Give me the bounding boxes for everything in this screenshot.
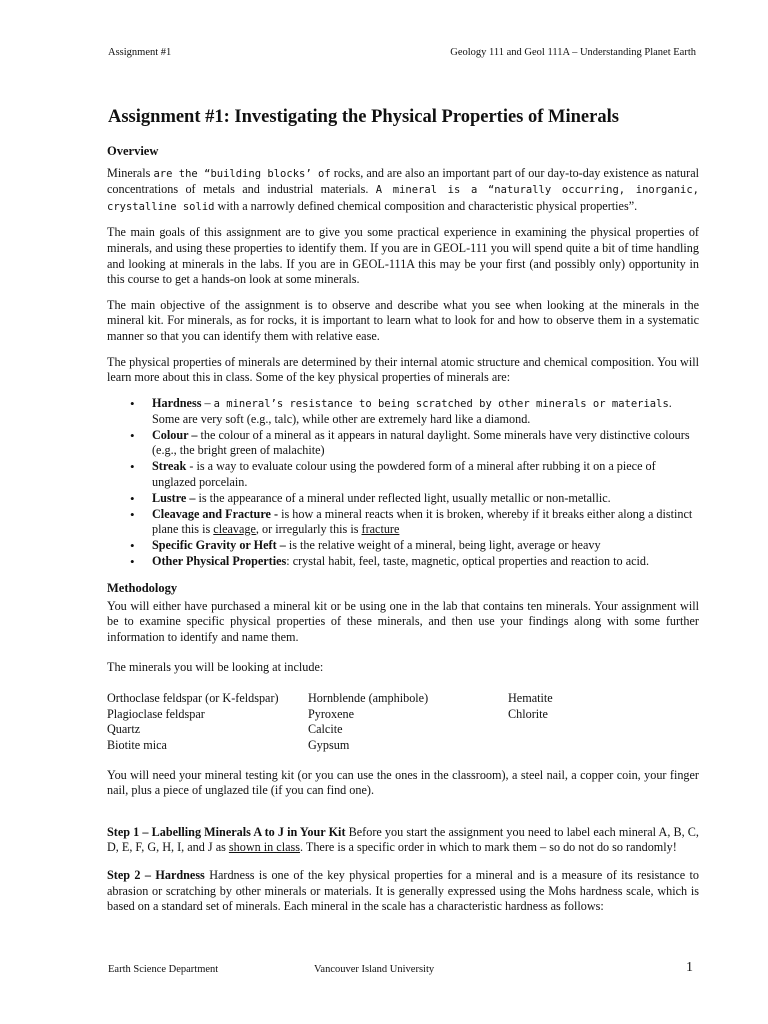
mineral-name: Pyroxene: [308, 706, 355, 721]
running-header-left: Assignment #1: [108, 47, 172, 58]
step-1-heading: Step 1 – Labelling Minerals A to J in Your Kit: [107, 824, 346, 839]
methodology-paragraph-2: The minerals you will be looking at include:: [107, 659, 324, 674]
document-body: [107, 144, 699, 925]
list-item-streak: • Streak - is a way to evaluate colour using the powdered form of a mineral after rubbing it on a piece of unglazed porcelain.: [152, 459, 699, 490]
step-2-heading: Step 2 – Hardness: [107, 867, 205, 882]
running-header-right: Geology 111 and Geol 111A – Understanding Planet Earth: [450, 47, 696, 58]
footer-university: Vancouver Island University: [314, 964, 435, 975]
minerals-list: [107, 691, 699, 753]
document-title: Assignment #1: Investigating the Physical Properties of Minerals: [108, 107, 619, 127]
list-item-other-properties: • Other Physical Properties: crystal habit, feel, taste, magnetic, optical properties and reaction to acid.: [152, 554, 699, 569]
list-item-cleavage: • Cleavage and Fracture - is how a mineral reacts when it is broken, whereby if it breaks either along a distinct plane this is cleavage, or irregularly this is fracture: [152, 507, 699, 538]
mineral-name: Calcite: [308, 722, 343, 737]
overview-paragraph-1: Minerals are the “building blocks’ of rocks, and are also an important part of our day-to-day existence as natural concentrations of metals and industrial materials. A mineral is a “naturally occurring, inorganic, crystalline solid with a narrowly defined chemical composition and characteristic physical properties”.: [107, 165, 699, 213]
step-1-paragraph: Step 1 – Labelling Minerals A to J in Your Kit Before you start the assignment you need to label each mineral A, B, C, D, E, F, G, H, I, and J as shown in class. There is a specific order in which to mark them – so do not do so randomly!: [107, 824, 699, 855]
step-2-paragraph: Step 2 – Hardness Hardness is one of the key physical properties for a mineral and is a measure of its resistance to abrasion or scratching by other minerals or materials. It is generally expressed using the Mohs hardness scale, which is based on a standard set of minerals. Each mineral in the scale has a characteristic hardness as follows:: [107, 867, 699, 914]
mineral-name: Quartz: [107, 722, 141, 737]
minerals-column-2: [308, 691, 508, 753]
list-item-specific-gravity: • Specific Gravity or Heft – is the relative weight of a mineral, being light, average or heavy: [152, 538, 699, 553]
mineral-name: Plagioclase feldspar: [107, 706, 205, 721]
list-item-colour: • Colour – the colour of a mineral as it appears in natural daylight. Some minerals have very distinctive colours (e.g., the bright green of malachite): [152, 428, 699, 459]
footer-department: Earth Science Department: [108, 964, 219, 975]
overview-paragraph-3: The main objective of the assignment is to observe and describe what you see when looking at the minerals in the mineral kit. For minerals, as for rocks, it is important to learn what to look for and how to observe them in a systematic manner so that you can identify them with relative ease.: [107, 297, 699, 343]
mineral-name: Gypsum: [308, 737, 350, 752]
overview-heading: Overview: [107, 144, 159, 158]
mineral-name: Hornblende (amphibole): [308, 691, 429, 706]
physical-properties-list: [107, 396, 699, 569]
methodology-paragraph-1: You will either have purchased a mineral kit or be using one in the lab that contains ten minerals. Your assignment will be to examine specific physical properties of these minerals, and then use your findings along with some further information to identify and name them.: [107, 598, 699, 644]
overview-paragraph-2: The main goals of this assignment are to give you some practical experience in examining the physical properties of minerals, and using these properties to identify them. If you are in GEOL-111 you will spend quite a bit of time handling and looking at minerals in the labs. If you are in GEOL-111A this may be your first (and possibly only) opportunity in this course to get a hands-on look at some minerals.: [107, 225, 699, 287]
minerals-column-3: [508, 691, 698, 753]
methodology-heading: Methodology: [107, 581, 178, 596]
overview-paragraph-4: The physical properties of minerals are determined by their internal atomic structure and chemical composition. You will learn more about this in class. Some of the key physical properties of minerals are:: [107, 354, 699, 385]
methodology-paragraph-3: You will need your mineral testing kit (or you can use the ones in the classroom), a steel nail, a copper coin, your finger nail, plus a piece of unglazed tile (if you can find one).: [107, 767, 699, 798]
list-item-hardness: • Hardness – a mineral’s resistance to being scratched by other minerals or materials. Some are very soft (e.g., talc), while other are extremely hard like a diamond.: [152, 396, 699, 428]
mineral-name: Orthoclase feldspar (or K-feldspar): [107, 691, 279, 706]
list-item-lustre: • Lustre – is the appearance of a mineral under reflected light, usually metallic or non-metallic.: [152, 491, 699, 506]
mineral-name: Hematite: [508, 691, 553, 706]
minerals-column-1: [107, 691, 308, 753]
mineral-name: Biotite mica: [107, 737, 167, 752]
mineral-name: Chlorite: [508, 706, 548, 721]
page-number: 1: [686, 960, 693, 975]
